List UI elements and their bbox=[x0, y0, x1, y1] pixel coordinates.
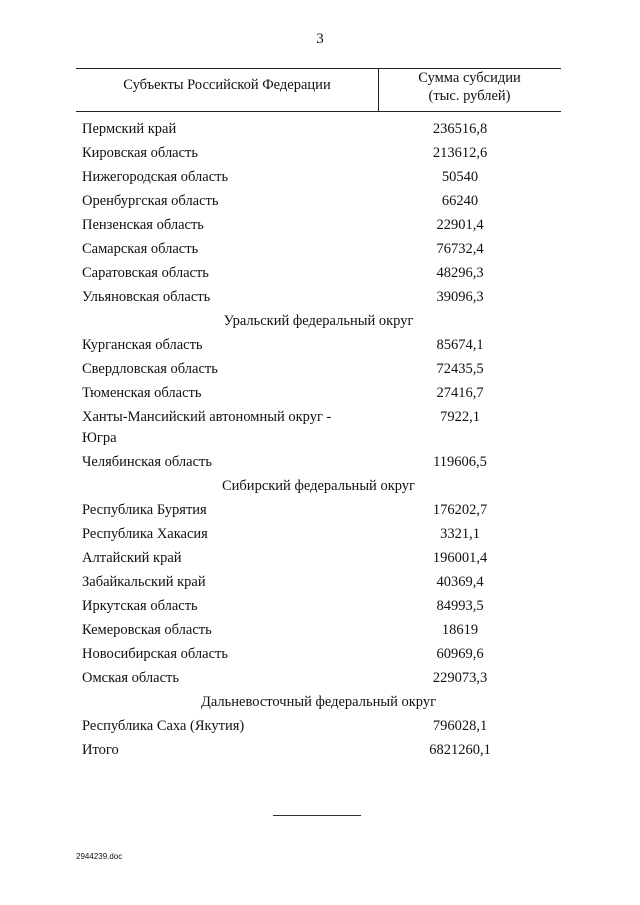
subject-name bbox=[82, 500, 372, 521]
subject-name bbox=[82, 119, 372, 140]
subject-name bbox=[82, 191, 372, 212]
subject-name-line: Омская область bbox=[82, 670, 179, 686]
subject-name-line: Иркутская область bbox=[82, 598, 198, 614]
subsidy-amount: 3321,1 bbox=[440, 526, 480, 542]
subject-name-line: Ульяновская область bbox=[82, 289, 211, 305]
header-subject-column: Субъекты Российской Федерации bbox=[123, 77, 331, 93]
subsidy-amount: 48296,3 bbox=[436, 265, 484, 281]
subject-name-line: Новосибирская область bbox=[82, 646, 228, 662]
subsidy-amount: 7922,1 bbox=[440, 409, 480, 425]
subsidy-amount: 40369,4 bbox=[436, 574, 484, 590]
subject-name-line: Тюменская область bbox=[82, 385, 202, 401]
subject-name bbox=[82, 668, 372, 689]
subsidy-amount: 60969,6 bbox=[436, 646, 484, 662]
subject-name bbox=[82, 407, 372, 449]
subsidy-amount: 85674,1 bbox=[436, 337, 484, 353]
subject-name-line: Челябинская область bbox=[82, 454, 212, 470]
subsidy-amount: 18619 bbox=[441, 622, 479, 638]
subject-name-line: Республика Саха (Якутия) bbox=[82, 718, 245, 734]
subject-name-line: Республика Хакасия bbox=[82, 526, 208, 542]
subject-name-line: Кемеровская область bbox=[82, 622, 212, 638]
subject-name bbox=[82, 215, 372, 236]
subsidy-amount: 213612,6 bbox=[432, 145, 488, 161]
subject-name bbox=[82, 143, 372, 164]
header-amount-line1: Сумма субсидии bbox=[418, 70, 521, 86]
subject-name-line: Оренбургская область bbox=[82, 193, 219, 209]
footer-rule bbox=[273, 815, 361, 816]
subject-name bbox=[82, 716, 372, 737]
subject-name bbox=[82, 239, 372, 260]
subject-name bbox=[82, 620, 372, 641]
section-heading: Уральский федеральный округ bbox=[223, 313, 414, 329]
subsidy-amount: 76732,4 bbox=[436, 241, 484, 257]
subsidy-amount: 66240 bbox=[441, 193, 479, 209]
subsidy-amount: 236516,8 bbox=[432, 121, 488, 137]
subject-name-line: Югра bbox=[82, 430, 117, 446]
subject-name-line: Республика Бурятия bbox=[82, 502, 207, 518]
subject-name-line: Забайкальский край bbox=[82, 574, 206, 590]
header-amount-line2: (тыс. рублей) bbox=[428, 88, 511, 104]
subject-name bbox=[82, 335, 372, 356]
subsidy-amount: 22901,4 bbox=[436, 217, 484, 233]
page-number: 3 bbox=[316, 31, 324, 47]
subsidy-amount: 39096,3 bbox=[436, 289, 484, 305]
subject-name bbox=[82, 167, 372, 188]
subject-name-line: Самарская область bbox=[82, 241, 199, 257]
subsidy-amount: 229073,3 bbox=[432, 670, 488, 686]
subject-name bbox=[82, 524, 372, 545]
footer-file-name: 2944239.doc bbox=[76, 852, 123, 861]
subsidy-amount: 196001,4 bbox=[432, 550, 488, 566]
subject-name-line: Алтайский край bbox=[82, 550, 182, 566]
subject-name-line: Пермский край bbox=[82, 121, 177, 137]
subject-name-line: Итого bbox=[82, 742, 119, 758]
subsidy-amount: 6821260,1 bbox=[429, 742, 491, 758]
subsidy-amount: 119606,5 bbox=[433, 454, 487, 470]
subject-name bbox=[82, 740, 372, 761]
subject-name bbox=[82, 383, 372, 404]
subject-name-line: Саратовская область bbox=[82, 265, 209, 281]
subject-name-line: Курганская область bbox=[82, 337, 203, 353]
subject-name bbox=[82, 263, 372, 284]
subject-name-line: Свердловская область bbox=[82, 361, 218, 377]
section-heading: Дальневосточный федеральный округ bbox=[200, 694, 437, 710]
subject-name-line: Нижегородская область bbox=[82, 169, 229, 185]
subject-name bbox=[82, 359, 372, 380]
subject-name bbox=[82, 287, 372, 308]
subject-name bbox=[82, 644, 372, 665]
subject-name bbox=[82, 452, 372, 473]
subsidy-amount: 796028,1 bbox=[432, 718, 488, 734]
subject-name bbox=[82, 548, 372, 569]
section-heading: Сибирский федеральный округ bbox=[222, 478, 415, 494]
subsidy-amount: 72435,5 bbox=[436, 361, 484, 377]
subsidy-amount: 27416,7 bbox=[436, 385, 484, 401]
subject-name-line: Пензенская область bbox=[82, 217, 204, 233]
subsidy-amount: 176202,7 bbox=[432, 502, 488, 518]
subject-name bbox=[82, 596, 372, 617]
subject-name-line: Ханты-Мансийский автономный округ - bbox=[82, 409, 332, 425]
subsidy-amount: 50540 bbox=[441, 169, 479, 185]
subject-name-line: Кировская область bbox=[82, 145, 199, 161]
subsidy-amount: 84993,5 bbox=[436, 598, 484, 614]
subject-name bbox=[82, 572, 372, 593]
